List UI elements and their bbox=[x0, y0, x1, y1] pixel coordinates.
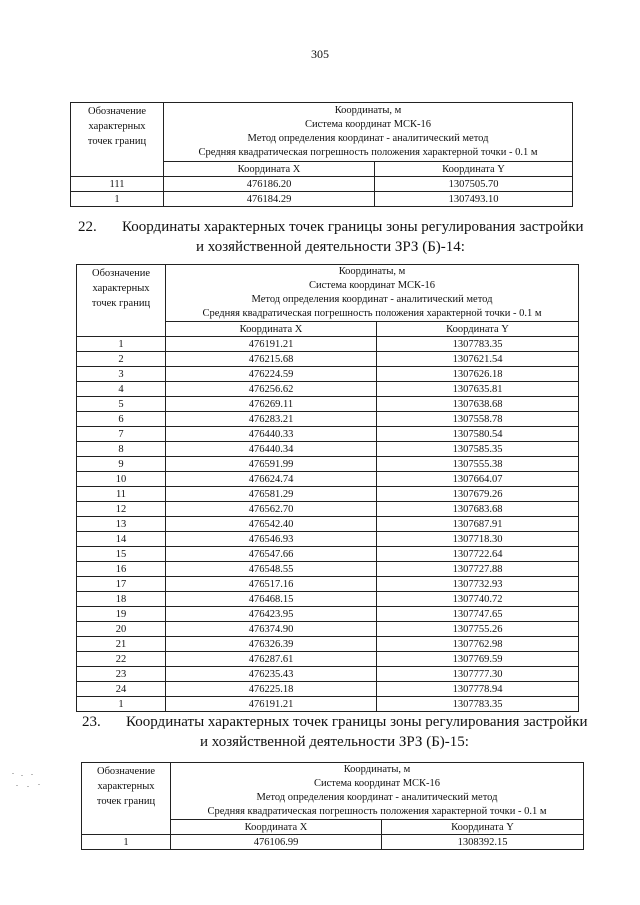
table-row bbox=[77, 682, 579, 697]
coordinate-x-cell: 476374.90 bbox=[166, 622, 377, 637]
coordinate-y-cell: 1307505.70 bbox=[375, 177, 573, 192]
section-22-heading bbox=[78, 217, 583, 259]
table-row bbox=[82, 835, 584, 850]
table-row bbox=[77, 532, 579, 547]
table-header bbox=[82, 763, 584, 835]
coordinate-x-cell: 476235.43 bbox=[166, 667, 377, 682]
coordinates-header: Координаты, м Система координат МСК-16 Метод определения координат - аналитический метод Средняя квадратическая погрешность положения характерной точки - 0.1 м bbox=[171, 763, 584, 820]
coordinate-x-cell: 476184.29 bbox=[164, 192, 375, 207]
point-number-cell: 22 bbox=[77, 652, 166, 667]
point-number-cell: 16 bbox=[77, 562, 166, 577]
coordinate-x-cell: 476225.18 bbox=[166, 682, 377, 697]
table-row bbox=[77, 697, 579, 712]
table-row bbox=[77, 397, 579, 412]
section-number: 23. bbox=[82, 714, 101, 730]
table-row bbox=[77, 502, 579, 517]
point-number-cell: 12 bbox=[77, 502, 166, 517]
coordinate-y-cell: 1307722.64 bbox=[377, 547, 579, 562]
coordinates-header: Координаты, м Система координат МСК-16 Метод определения координат - аналитический метод Средняя квадратическая погрешность положения характерной точки - 0.1 м bbox=[164, 103, 573, 162]
coordinate-y-cell: 1307621.54 bbox=[377, 352, 579, 367]
coordinate-y-cell: 1307769.59 bbox=[377, 652, 579, 667]
section-number: 22. bbox=[78, 219, 97, 235]
coordinate-y-cell: 1307493.10 bbox=[375, 192, 573, 207]
table-row bbox=[77, 607, 579, 622]
coordinate-x-cell: 476215.68 bbox=[166, 352, 377, 367]
coordinate-x-cell: 476542.40 bbox=[166, 517, 377, 532]
point-number-cell: 1 bbox=[77, 337, 166, 352]
coordinate-y-cell: 1307718.30 bbox=[377, 532, 579, 547]
coordinate-x-cell: 476269.11 bbox=[166, 397, 377, 412]
point-number-cell: 17 bbox=[77, 577, 166, 592]
heading-line-1: Координаты характерных точек границы зоны регулирования застройки bbox=[126, 714, 588, 730]
point-number-cell: 1 bbox=[77, 697, 166, 712]
coordinate-x-cell: 476468.15 bbox=[166, 592, 377, 607]
coordinate-x-cell: 476546.93 bbox=[166, 532, 377, 547]
table-row bbox=[77, 652, 579, 667]
coordinate-y-cell: 1307687.91 bbox=[377, 517, 579, 532]
col-y-header: Координата Y bbox=[377, 322, 579, 337]
table-row bbox=[77, 622, 579, 637]
section-23-heading bbox=[82, 712, 587, 754]
coordinate-y-cell: 1307664.07 bbox=[377, 472, 579, 487]
table-header bbox=[77, 265, 579, 337]
coordinate-x-cell: 476186.20 bbox=[164, 177, 375, 192]
table-row bbox=[77, 562, 579, 577]
point-number-cell: 4 bbox=[77, 382, 166, 397]
point-number-cell: 7 bbox=[77, 427, 166, 442]
point-number-cell: 1 bbox=[82, 835, 171, 850]
coordinate-x-cell: 476287.61 bbox=[166, 652, 377, 667]
point-number-cell: 11 bbox=[77, 487, 166, 502]
coordinate-y-cell: 1307747.65 bbox=[377, 607, 579, 622]
point-number-cell: 18 bbox=[77, 592, 166, 607]
col-x-header: Координата X bbox=[164, 162, 375, 177]
coordinate-x-cell: 476224.59 bbox=[166, 367, 377, 382]
coordinate-x-cell: 476547.66 bbox=[166, 547, 377, 562]
point-number-cell: 2 bbox=[77, 352, 166, 367]
coordinates-table-continued bbox=[70, 102, 573, 207]
point-number-cell: 3 bbox=[77, 367, 166, 382]
coordinates-table-zrz-b-15 bbox=[81, 762, 584, 850]
coordinate-y-cell: 1307635.81 bbox=[377, 382, 579, 397]
coordinate-x-cell: 476581.29 bbox=[166, 487, 377, 502]
coordinate-y-cell: 1307783.35 bbox=[377, 697, 579, 712]
table-row bbox=[77, 472, 579, 487]
coordinate-x-cell: 476191.21 bbox=[166, 697, 377, 712]
col-x-header: Координата X bbox=[166, 322, 377, 337]
coordinate-x-cell: 476517.16 bbox=[166, 577, 377, 592]
point-number-cell: 23 bbox=[77, 667, 166, 682]
point-number-cell: 21 bbox=[77, 637, 166, 652]
coordinate-y-cell: 1307778.94 bbox=[377, 682, 579, 697]
table-row bbox=[77, 382, 579, 397]
coordinate-y-cell: 1308392.15 bbox=[382, 835, 584, 850]
coordinate-y-cell: 1307679.26 bbox=[377, 487, 579, 502]
table-row bbox=[77, 592, 579, 607]
coordinate-x-cell: 476591.99 bbox=[166, 457, 377, 472]
table-row bbox=[71, 177, 573, 192]
coordinate-y-cell: 1307777.30 bbox=[377, 667, 579, 682]
point-number-cell: 24 bbox=[77, 682, 166, 697]
heading-line-1: Координаты характерных точек границы зоны регулирования застройки bbox=[122, 219, 584, 235]
point-number-cell: 8 bbox=[77, 442, 166, 457]
table-header bbox=[71, 103, 573, 177]
coordinate-y-cell: 1307727.88 bbox=[377, 562, 579, 577]
col-y-header: Координата Y bbox=[382, 820, 584, 835]
point-number-cell: 1 bbox=[71, 192, 164, 207]
table-row bbox=[77, 412, 579, 427]
col-y-header: Координата Y bbox=[375, 162, 573, 177]
table-row bbox=[77, 547, 579, 562]
coordinate-x-cell: 476256.62 bbox=[166, 382, 377, 397]
coordinate-y-cell: 1307638.68 bbox=[377, 397, 579, 412]
point-number-cell: 5 bbox=[77, 397, 166, 412]
coordinate-x-cell: 476106.99 bbox=[171, 835, 382, 850]
coordinates-header: Координаты, м Система координат МСК-16 Метод определения координат - аналитический метод Средняя квадратическая погрешность положения характерной точки - 0.1 м bbox=[166, 265, 579, 322]
coordinates-table-zrz-b-14 bbox=[76, 264, 579, 712]
page-number: 305 bbox=[311, 47, 329, 61]
coordinate-x-cell: 476624.74 bbox=[166, 472, 377, 487]
table-row bbox=[77, 337, 579, 352]
point-number-cell: 15 bbox=[77, 547, 166, 562]
point-number-cell: 20 bbox=[77, 622, 166, 637]
table-row bbox=[77, 352, 579, 367]
table-row bbox=[77, 427, 579, 442]
coordinate-x-cell: 476423.95 bbox=[166, 607, 377, 622]
col-x-header: Координата X bbox=[171, 820, 382, 835]
table-row bbox=[77, 367, 579, 382]
point-number-cell: 13 bbox=[77, 517, 166, 532]
coordinate-y-cell: 1307740.72 bbox=[377, 592, 579, 607]
point-number-cell: 9 bbox=[77, 457, 166, 472]
table-row bbox=[71, 192, 573, 207]
coordinate-x-cell: 476562.70 bbox=[166, 502, 377, 517]
coordinate-x-cell: 476548.55 bbox=[166, 562, 377, 577]
point-number-cell: 19 bbox=[77, 607, 166, 622]
heading-line-2: и хозяйственной деятельности ЗРЗ (Б)-14: bbox=[196, 239, 465, 255]
designation-header: Обозначение характерных точек границ bbox=[82, 763, 171, 835]
coordinate-y-cell: 1307558.78 bbox=[377, 412, 579, 427]
coordinate-y-cell: 1307555.38 bbox=[377, 457, 579, 472]
coordinate-y-cell: 1307585.35 bbox=[377, 442, 579, 457]
coordinate-y-cell: 1307783.35 bbox=[377, 337, 579, 352]
table-row bbox=[77, 487, 579, 502]
heading-line-2: и хозяйственной деятельности ЗРЗ (Б)-15: bbox=[200, 734, 469, 750]
designation-header: Обозначение характерных точек границ bbox=[77, 265, 166, 337]
coordinate-y-cell: 1307755.26 bbox=[377, 622, 579, 637]
table-row bbox=[77, 517, 579, 532]
coordinate-x-cell: 476326.39 bbox=[166, 637, 377, 652]
coordinate-y-cell: 1307732.93 bbox=[377, 577, 579, 592]
coordinate-y-cell: 1307762.98 bbox=[377, 637, 579, 652]
coordinate-x-cell: 476283.21 bbox=[166, 412, 377, 427]
point-number-cell: 6 bbox=[77, 412, 166, 427]
point-number-cell: 111 bbox=[71, 177, 164, 192]
point-number-cell: 10 bbox=[77, 472, 166, 487]
table-row bbox=[77, 667, 579, 682]
table-row bbox=[77, 637, 579, 652]
designation-header: Обозначение характерных точек границ bbox=[71, 103, 164, 177]
point-number-cell: 14 bbox=[77, 532, 166, 547]
coordinate-y-cell: 1307580.54 bbox=[377, 427, 579, 442]
coordinate-x-cell: 476440.33 bbox=[166, 427, 377, 442]
table-row bbox=[77, 577, 579, 592]
table-row bbox=[77, 457, 579, 472]
coordinate-x-cell: 476191.21 bbox=[166, 337, 377, 352]
scan-artifact bbox=[12, 773, 52, 803]
coordinate-y-cell: 1307683.68 bbox=[377, 502, 579, 517]
table-row bbox=[77, 442, 579, 457]
coordinate-y-cell: 1307626.18 bbox=[377, 367, 579, 382]
coordinate-x-cell: 476440.34 bbox=[166, 442, 377, 457]
